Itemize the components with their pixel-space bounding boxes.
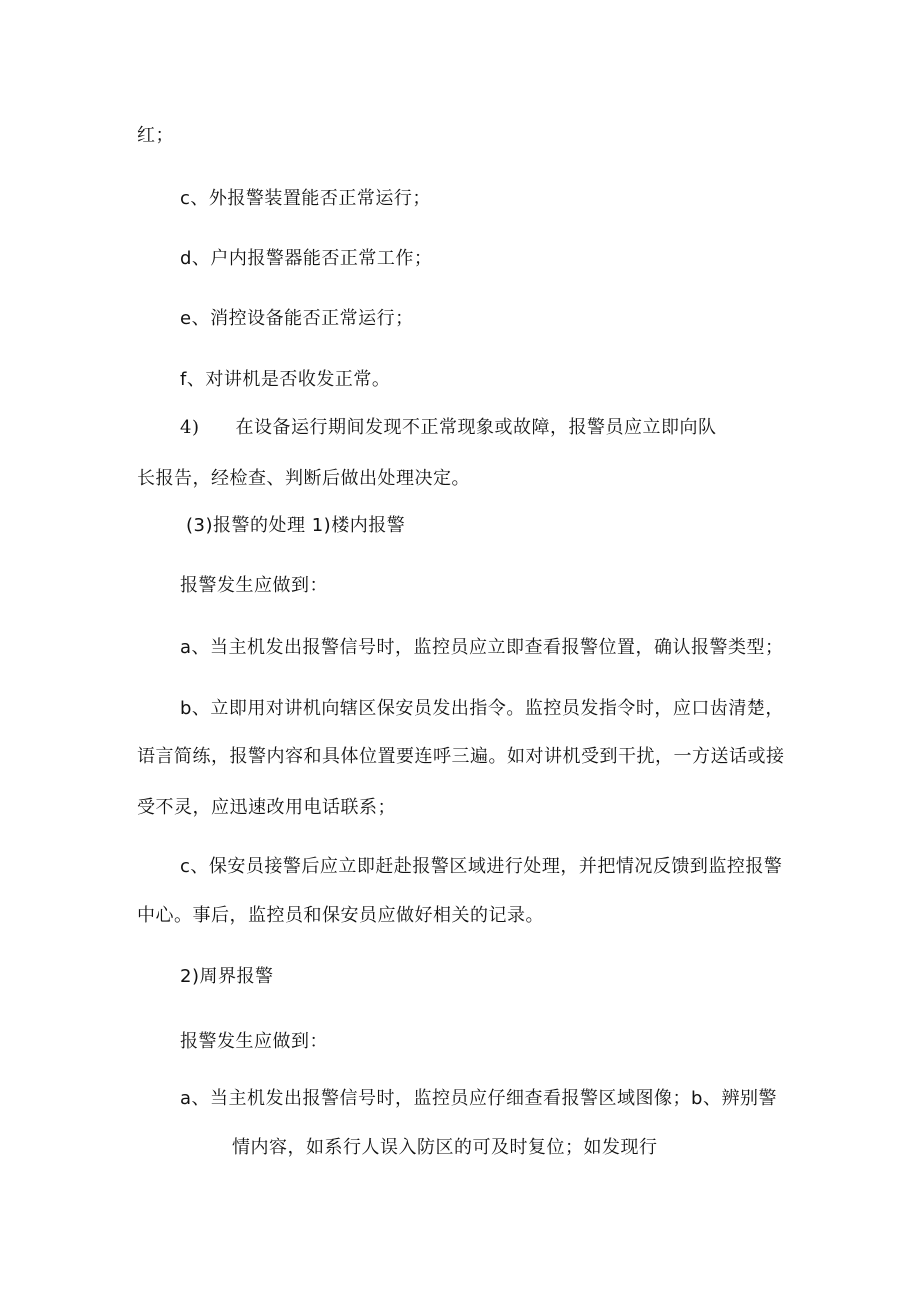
indoor-step-c-line-2: 中心。事后，监控员和保安员应做好相关的记录。 [137,905,544,926]
line-continuation-hong: 红； [137,125,174,146]
perimeter-step-a-b: a、当主机发出报警信号时，监控员应仔细查看报警区域图像；b、辨别警 [180,1088,777,1109]
item-4-label: 4) [180,417,200,438]
indoor-step-a: a、当主机发出报警信号时，监控员应立即查看报警位置，确认报警类型； [180,637,784,658]
indoor-alarm-intro: 报警发生应做到： [180,575,328,596]
check-item-c: c、外报警装置能否正常运行； [180,188,431,209]
perimeter-step-b-continued: 情内容，如系行人误入防区的可及时复位；如发现行 [232,1137,658,1158]
indoor-step-b-line-3: 受不灵，应迅速改用电话联系； [137,797,396,818]
indoor-step-b-line-1: b、立即用对讲机向辖区保安员发出指令。监控员发指令时，应口齿清楚， [180,698,784,719]
check-item-d: d、户内报警器能否正常工作； [180,248,433,269]
perimeter-alarm-intro: 报警发生应做到： [180,1031,328,1052]
check-item-f: f、对讲机是否收发正常。 [180,369,391,390]
indoor-step-c-line-1: c、保安员接警后应立即赶赴报警区域进行处理，并把情况反馈到监控报警 [180,856,783,877]
item-4-text: 在设备运行期间发现不正常现象或故障，报警员应立即向队 [235,417,717,438]
indoor-step-b-line-2: 语言简练，报警内容和具体位置要连呼三遍。如对讲机受到干扰，一方送话或接 [137,746,785,767]
item-4-line-1 [180,416,716,440]
perimeter-alarm-heading: 2)周界报警 [180,966,274,987]
check-item-e: e、消控设备能否正常运行； [180,308,414,329]
item-4-line-2: 长报告，经检查、判断后做出处理决定。 [137,468,470,489]
section-3-heading: (3)报警的处理 1)楼内报警 [186,515,406,536]
